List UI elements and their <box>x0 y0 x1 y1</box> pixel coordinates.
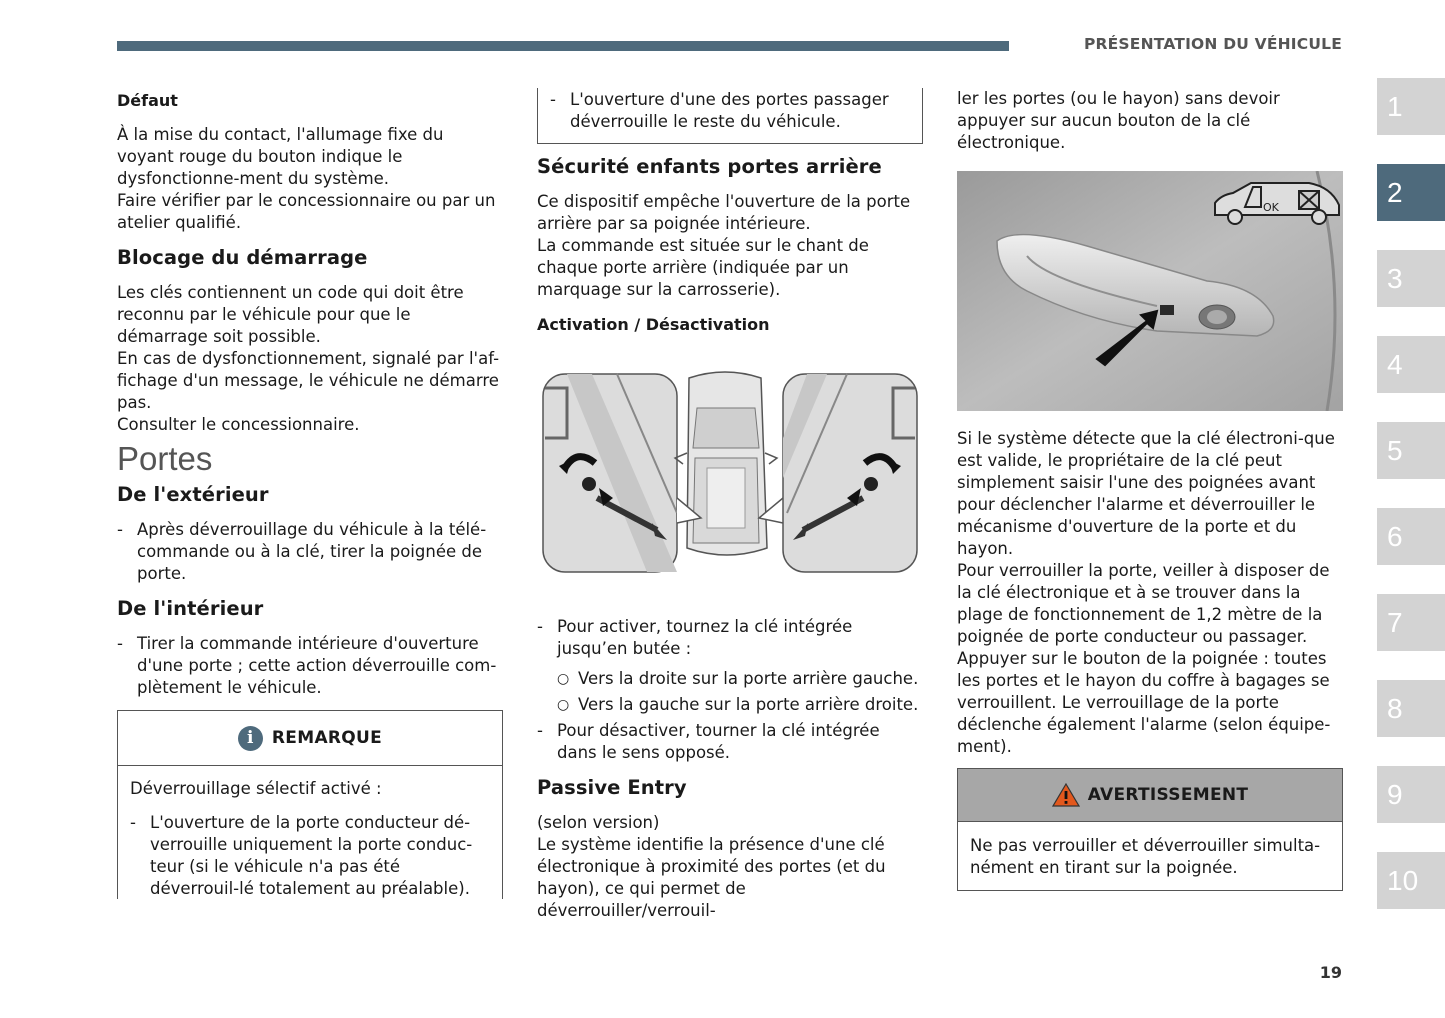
list-item: - Pour activer, tournez la clé intégrée jusqu’en butée : <box>537 616 923 660</box>
heading-securite: Sécurité enfants portes arrière <box>537 155 882 178</box>
list-item: - Pour désactiver, tourner la clé intégrée dans le sens opposé. <box>537 720 923 764</box>
list-item: - L'ouverture de la porte conducteur dé-verrouille uniquement la porte conduc-teur (si le véhicule n'a pas été déverrouil-lé totalement au préalable). <box>130 812 490 900</box>
chapter-tab-3[interactable]: 3 <box>1377 250 1445 307</box>
paragraph: Les clés contiennent un code qui doit être reconnu par le véhicule pour que le démarrage soit possible. <box>117 283 464 346</box>
sub-list-item: ○ Vers la gauche sur la porte arrière droite. <box>537 694 923 716</box>
warning-title: AVERTISSEMENT <box>1087 785 1249 805</box>
heading-activation: Activation / Désactivation <box>537 315 770 334</box>
door-handle-image <box>957 171 1343 411</box>
child-lock-illustration <box>537 348 923 610</box>
column-1 <box>117 88 503 899</box>
paragraph: Faire vérifier par le concessionnaire ou par un atelier qualifié. <box>117 191 496 232</box>
chapter-tab-1[interactable]: 1 <box>1377 78 1445 135</box>
paragraph: Si le système détecte que la clé électroni-que est valide, le propriétaire de la clé peut simplement saisir l'une des poignées avant pour déclencher l'alarme et déverrouiller le mécanisme d'ouverture de la porte et du hayon. <box>957 429 1335 558</box>
note-intro: Déverrouillage sélectif activé : <box>130 779 382 798</box>
paragraph: Appuyer sur le bouton de la poignée : toutes les portes et le hayon du coffre à bagages se verrouillent. Le verrouillage de la porte déclenche également l'alarme (selon équipe-ment). <box>957 649 1331 756</box>
section-title: PRÉSENTATION DU VÉHICULE <box>1083 35 1342 53</box>
ok-label: OK <box>1263 201 1279 214</box>
heading-interieur: De l'intérieur <box>117 597 264 620</box>
warning-box <box>957 768 1343 891</box>
chapter-tab-10[interactable]: 10 <box>1377 852 1445 909</box>
chapter-tab-8[interactable]: 8 <box>1377 680 1445 737</box>
sub-list-item: ○ Vers la droite sur la porte arrière gauche. <box>537 668 923 690</box>
chapter-tab-4[interactable]: 4 <box>1377 336 1445 393</box>
list-item: - Tirer la commande intérieure d'ouverture d'une porte ; cette action déverrouille com-plètement le véhicule. <box>117 633 503 699</box>
paragraph: La commande est située sur le chant de chaque porte arrière (indiquée par un marquage sur la carrosserie). <box>537 236 869 299</box>
paragraph: À la mise du contact, l'allumage fixe du voyant rouge du bouton indique le dysfonctionne-ment du système. <box>117 125 444 188</box>
column-2 <box>537 88 923 922</box>
chapter-tab-9[interactable]: 9 <box>1377 766 1445 823</box>
chapter-tab-7[interactable]: 7 <box>1377 594 1445 651</box>
heading-defaut: Défaut <box>117 91 178 110</box>
heading-portes: Portes <box>117 440 213 477</box>
heading-blocage: Blocage du démarrage <box>117 246 368 269</box>
header-rule <box>117 41 1009 51</box>
note-header <box>118 711 502 766</box>
info-icon: i <box>238 726 263 751</box>
paragraph: Ce dispositif empêche l'ouverture de la porte arrière par sa poignée intérieure. <box>537 192 911 233</box>
chapter-tab-6[interactable]: 6 <box>1377 508 1445 565</box>
paragraph: (selon version) <box>537 813 660 832</box>
page-number: 19 <box>1319 963 1342 982</box>
column-3 <box>957 88 1343 891</box>
chapter-tab-2[interactable]: 2 <box>1377 164 1445 221</box>
warning-text: Ne pas verrouiller et déverrouiller simulta-nément en tirant sur la poignée. <box>970 836 1321 877</box>
paragraph: ler les portes (ou le hayon) sans devoir appuyer sur aucun bouton de la clé électronique. <box>957 89 1280 152</box>
paragraph: Pour verrouiller la porte, veiller à disposer de la clé électronique et à se trouver dans la plage de fonctionnement de 1,2 mètre de la poignée de porte conducteur ou passager. <box>957 561 1330 646</box>
paragraph: En cas de dysfonctionnement, signalé par l'af-fichage d'un message, le véhicule ne démarre pas. <box>117 349 500 412</box>
note-box-continued <box>537 88 923 144</box>
heading-passive-entry: Passive Entry <box>537 776 687 799</box>
paragraph: Consulter le concessionnaire. <box>117 415 360 434</box>
list-item: - L'ouverture d'une des portes passager déverrouille le reste du véhicule. <box>550 89 910 133</box>
chapter-tab-5[interactable]: 5 <box>1377 422 1445 479</box>
paragraph: Le système identifie la présence d'une clé électronique à proximité des portes (et du hayon), ce qui permet de déverrouiller/verrouil- <box>537 835 886 920</box>
heading-exterieur: De l'extérieur <box>117 483 269 506</box>
note-title: REMARQUE <box>271 728 383 748</box>
warning-icon <box>1052 783 1080 807</box>
list-item: - Après déverrouillage du véhicule à la télé-commande ou à la clé, tirer la poignée de porte. <box>117 519 503 585</box>
door-handle-illustration <box>957 171 1343 411</box>
child-lock-image <box>537 348 923 610</box>
warning-header <box>958 769 1342 822</box>
note-box <box>117 710 503 899</box>
